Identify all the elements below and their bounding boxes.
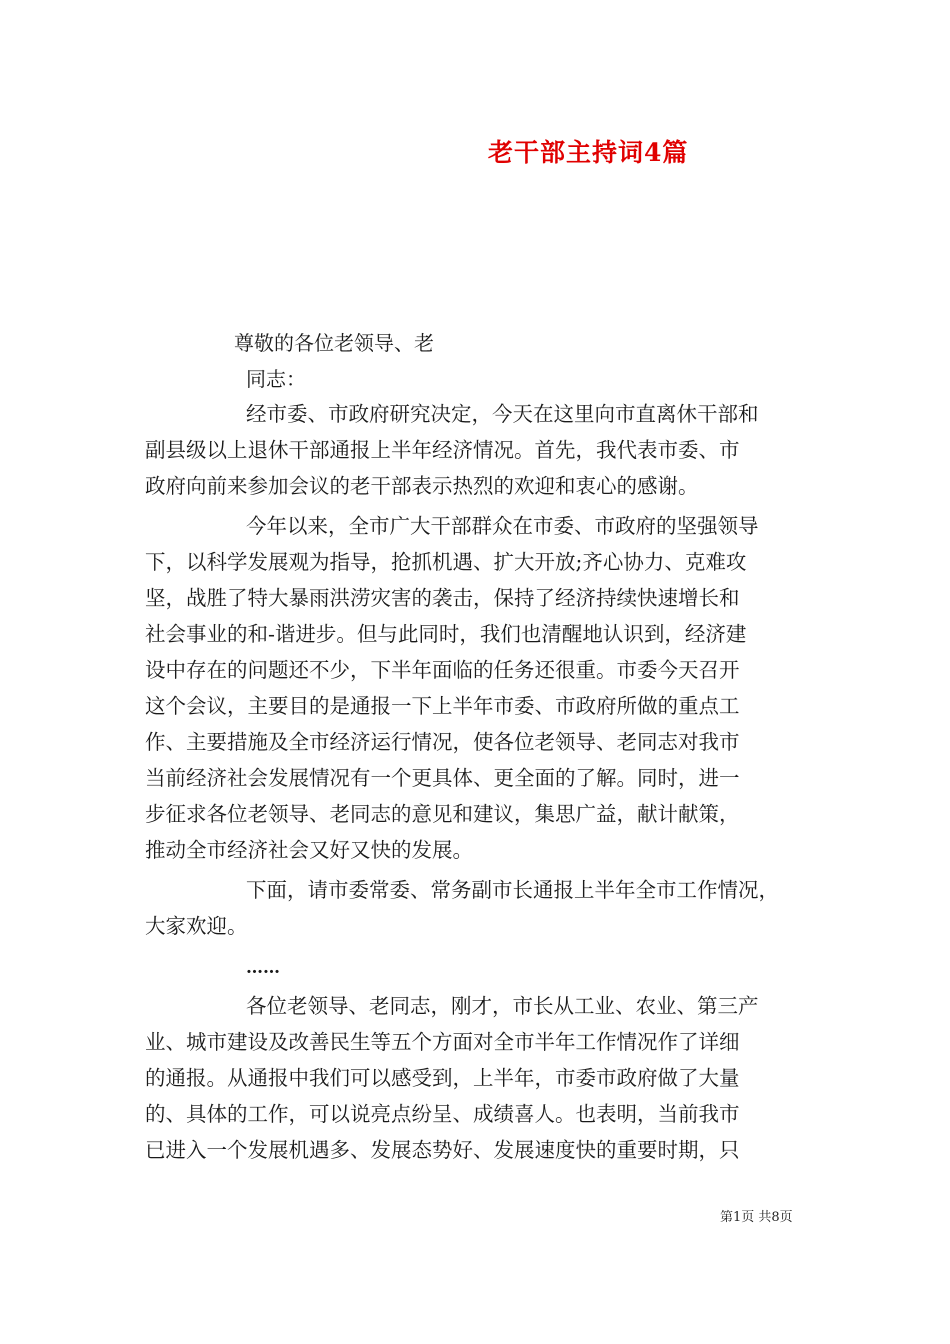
page-number: 第1页 共8页 bbox=[720, 1210, 793, 1225]
paragraph-line: 今年以来，全市广大干部群众在市委、市政府的坚强领导 bbox=[246, 514, 759, 538]
salutation-line-1: 尊敬的各位老领导、老 bbox=[234, 331, 434, 355]
paragraph-line: 各位老领导、老同志，刚才，市长从工业、农业、第三产 bbox=[246, 994, 759, 1018]
ellipsis-line: …… bbox=[246, 958, 280, 978]
paragraph-line: 的、具体的工作，可以说亮点纷呈、成绩喜人。也表明，当前我市 bbox=[145, 1102, 740, 1126]
paragraph-line: 政府向前来参加会议的老干部表示热烈的欢迎和衷心的感谢。 bbox=[145, 474, 699, 498]
paragraph-line: 推动全市经济社会又好又快的发展。 bbox=[145, 838, 473, 862]
paragraph-line: 下面，请市委常委、常务副市长通报上半年全市工作情况， bbox=[246, 878, 779, 902]
paragraph-line: 业、城市建设及改善民生等五个方面对全市半年工作情况作了详细 bbox=[145, 1030, 740, 1054]
paragraph-line: 设中存在的问题还不少，下半年面临的任务还很重。市委今天召开 bbox=[145, 658, 740, 682]
paragraph-line: 副县级以上退休干部通报上半年经济情况。首先，我代表市委、市 bbox=[145, 438, 740, 462]
paragraph-line: 大家欢迎。 bbox=[145, 914, 248, 938]
paragraph-line: 经市委、市政府研究决定，今天在这里向市直离休干部和 bbox=[246, 402, 759, 426]
document-title: 老干部主持词4篇 bbox=[488, 138, 689, 167]
paragraph-line: 已进入一个发展机遇多、发展态势好、发展速度快的重要时期，只 bbox=[145, 1138, 740, 1162]
paragraph-line: 社会事业的和-谐进步。但与此同时，我们也清醒地认识到，经济建 bbox=[145, 622, 747, 646]
paragraph-line: 的通报。从通报中我们可以感受到，上半年，市委市政府做了大量 bbox=[145, 1066, 740, 1090]
salutation-line-2: 同志： bbox=[246, 367, 306, 391]
paragraph-line: 坚，战胜了特大暴雨洪涝灾害的袭击，保持了经济持续快速增长和 bbox=[145, 586, 740, 610]
paragraph-line: 当前经济社会发展情况有一个更具体、更全面的了解。同时，进一 bbox=[145, 766, 740, 790]
paragraph-line: 作、主要措施及全市经济运行情况，使各位老领导、老同志对我市 bbox=[145, 730, 740, 754]
paragraph-line: 这个会议，主要目的是通报一下上半年市委、市政府所做的重点工 bbox=[145, 694, 740, 718]
paragraph-line: 步征求各位老领导、老同志的意见和建议，集思广益，献计献策， bbox=[145, 802, 740, 826]
paragraph-line: 下，以科学发展观为指导，抢抓机遇、扩大开放;齐心协力、克难攻 bbox=[145, 550, 747, 574]
